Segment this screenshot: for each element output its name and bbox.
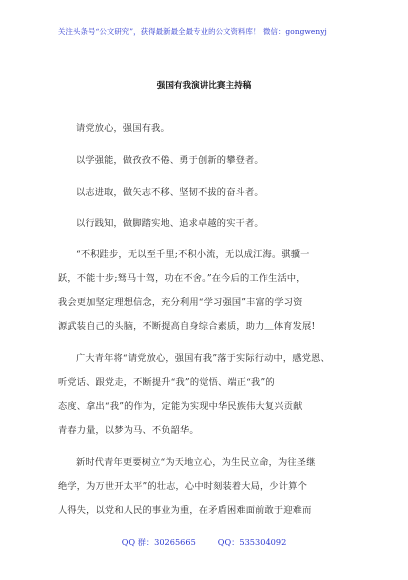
footer-contact [0,537,408,548]
body-line: 态度、拿出“我”的作为，定能为实现中华民族伟大复兴贡献 [58,401,303,412]
body-line: 跃，不能十步;驽马十驾，功在不舍。”在今后的工作生活中， [58,273,306,284]
body-line: 广大青年将“请党放心，强国有我”落于实际行动中，感党恩、 [76,353,330,364]
header-promo-text: 关注头条号“公文研究”，获得最新最全最专业的公文资料库！ 微信：gongwenyj [58,27,327,36]
footer-qq-group: QQ 群：30265665 [121,537,196,547]
body-line: 源武装自己的头脑，不断提高自身综合素质，助力＿体育发展! [58,321,316,332]
body-line: 以学强能，做孜孜不倦、勇于创新的攀登者。 [76,155,264,166]
body-line: 人得失，以党和人民的事业为重，在矛盾困难面前敢于迎难而 [58,505,312,516]
footer-qq: QQ：535304092 [217,537,287,547]
body-line: 请党放心，强国有我。 [76,123,170,134]
body-line: 青春力量，以梦为马、不负韶华。 [58,425,199,436]
body-line: 听党话、跟党走，不断提升“我”的觉悟、端正“我”的 [58,377,275,388]
document-title: 强国有我演讲比赛主持稿 [156,81,252,91]
body-line: 绝学，为万世开太平”的壮志，心中时刻装着大局，少计算个 [58,481,307,492]
body-line: “不积跬步，无以至千里;不积小流，无以成江海。骐骥一 [76,249,310,260]
body-line: 以行践知，做脚踏实地、追求卓越的实干者。 [76,218,264,229]
body-line: 新时代青年更要树立“为天地立心，为生民立命，为往圣继 [76,457,316,468]
body-line: 我会更加坚定理想信念，充分利用“学习强国”丰富的学习资 [58,297,303,308]
body-line: 以志进取，做矢志不移、坚韧不拔的奋斗者。 [76,187,264,198]
